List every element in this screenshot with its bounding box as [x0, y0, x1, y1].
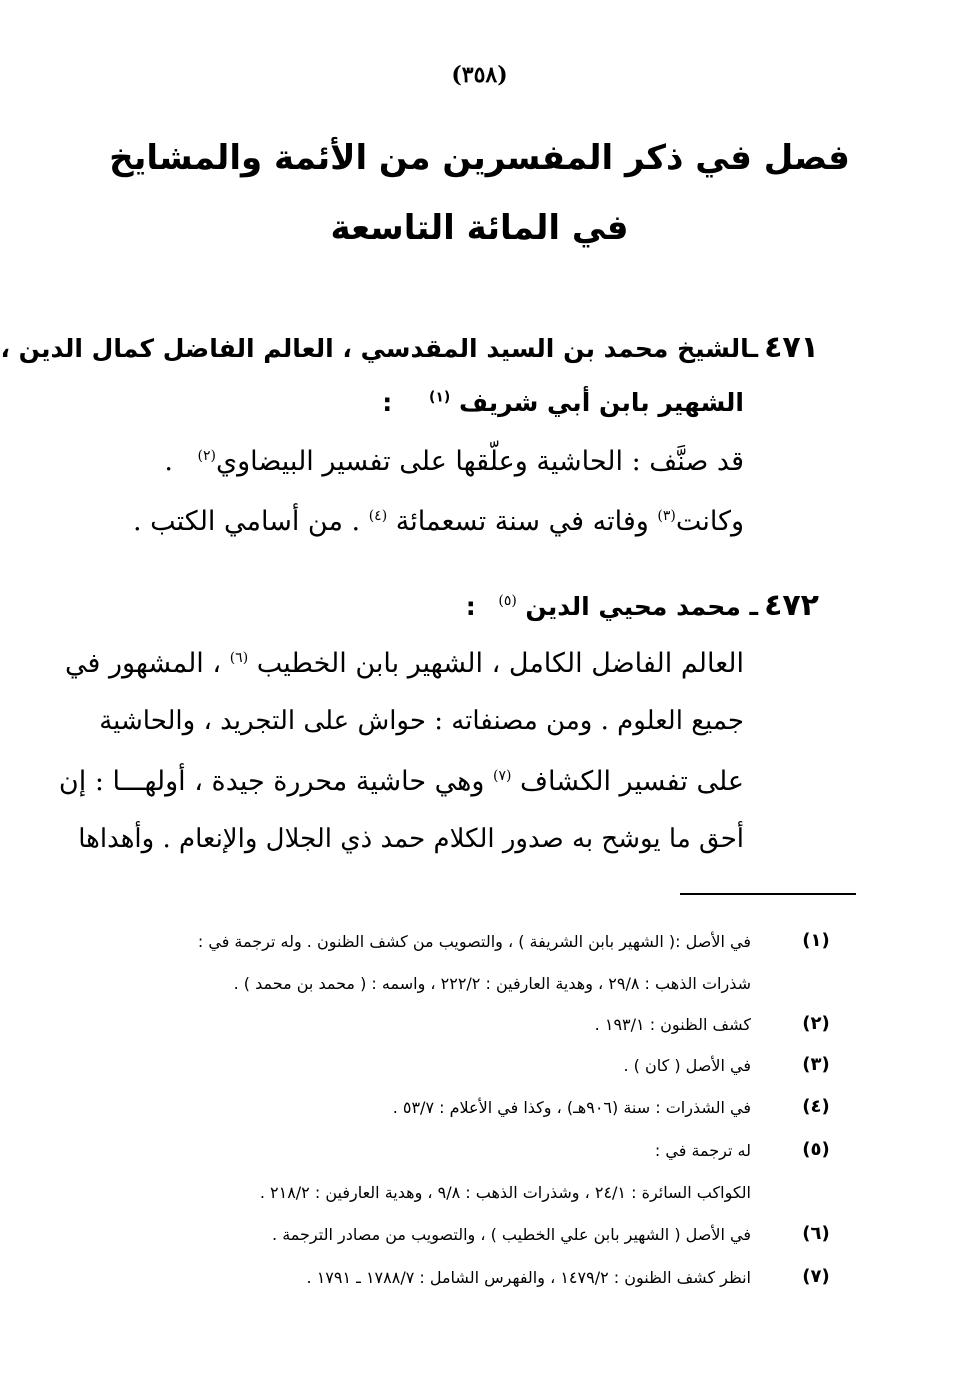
footnote-ref: (٢): [197, 448, 216, 464]
chapter-title-line2: في المائة التاسعة: [330, 208, 629, 248]
footnote-number: (٢): [802, 1013, 830, 1034]
entry-number: ٤٧١: [764, 330, 819, 365]
footnote-number: (١): [802, 930, 830, 951]
entry-472-line4: أحق ما يوشح به صدور الكلام حمد ذي الجلال والإنعام . وأهداها: [78, 824, 744, 854]
entry-471-body-line1: قد صنَّف : الحاشية وعلّقها على تفسير البيضاوي$^{(٢)}$ .: [164, 446, 744, 477]
entry-471-heading-line2: الشهير بابن أبي شريف $^{(١)}$ :: [382, 388, 744, 417]
entry-472-line1: العالم الفاضل الكامل ، الشهير بابن الخطيب $^{(٦)}$ ، المشهور في: [64, 648, 744, 679]
footnote-1-line2: شذرات الذهب : ٢٩/٨ ، وهدية العارفين : ٢٢٢/٢ ، واسمه : ( محمد بن محمد ) .: [233, 974, 751, 993]
footnote-number: (٦): [802, 1223, 830, 1244]
footnote-5-line2: الكواكب السائرة : ٢٤/١ ، وشذرات الذهب : ٩/٨ ، وهدية العارفين : ٢١٨/٢ .: [259, 1183, 751, 1202]
entry-number: ٤٧٢: [764, 588, 819, 623]
footnote-6-line1: في الأصل ( الشهير بابن علي الخطيب ) ، والتصويب من مصادر الترجمة .: [272, 1225, 751, 1244]
footnote-4-line1: في الشذرات : سنة (٩٠٦هـ) ، وكذا في الأعلام : ٥٣/٧ .: [392, 1098, 751, 1117]
footnote-number: (٥): [802, 1139, 830, 1160]
page-number: (٣٥٨): [451, 62, 508, 88]
footnote-ref: (٧): [492, 768, 512, 784]
entry-471-body-line2: وكانت$^{(٣)}$ وفاته في سنة تسعمائة $^{(٤)}$ . من أسامي الكتب .: [132, 506, 744, 537]
footnote-ref: (١): [428, 389, 451, 406]
footnote-ref: (٤): [368, 508, 388, 524]
footnote-ref: (٦): [229, 650, 249, 666]
footnote-5-line1: له ترجمة في :: [654, 1141, 751, 1160]
chapter-title-line1: فصل في ذكر المفسرين من الأئمة والمشايخ: [109, 138, 850, 178]
footnote-number: (٣): [802, 1054, 830, 1075]
footnote-ref: (٣): [657, 508, 676, 524]
footnote-7-line1: انظر كشف الظنون : ١٤٧٩/٢ ، والفهرس الشامل : ١٧٨٨/٧ ـ ١٧٩١ .: [306, 1268, 751, 1287]
footnote-number: (٧): [802, 1266, 830, 1287]
entry-471-heading-line1: ٤٧١ـالشيخ محمد بن السيد المقدسي ، العالم الفاضل كمال الدين ،: [0, 330, 819, 365]
footnote-number: (٤): [802, 1096, 830, 1117]
entry-472-heading: ٤٧٢ـ محمد محيي الدين $^{(٥)}$ :: [465, 588, 819, 623]
footnote-separator: [680, 893, 856, 895]
entry-472-line3: على تفسير الكشاف $^{(٧)}$ وهي حاشية محررة جيدة ، أولهـــا : إن: [58, 766, 744, 797]
footnote-2-line1: كشف الظنون : ١٩٣/١ .: [594, 1015, 751, 1034]
footnote-ref: (٥): [498, 593, 517, 609]
footnote-1-line1: في الأصل :( الشهير بابن الشريفة ) ، والتصويب من كشف الظنون . وله ترجمة في :: [197, 932, 751, 951]
footnote-3-line1: في الأصل ( كان ) .: [623, 1056, 751, 1075]
entry-472-line2: جميع العلوم . ومن مصنفاته : حواش على التجريد ، والحاشية: [99, 706, 744, 736]
